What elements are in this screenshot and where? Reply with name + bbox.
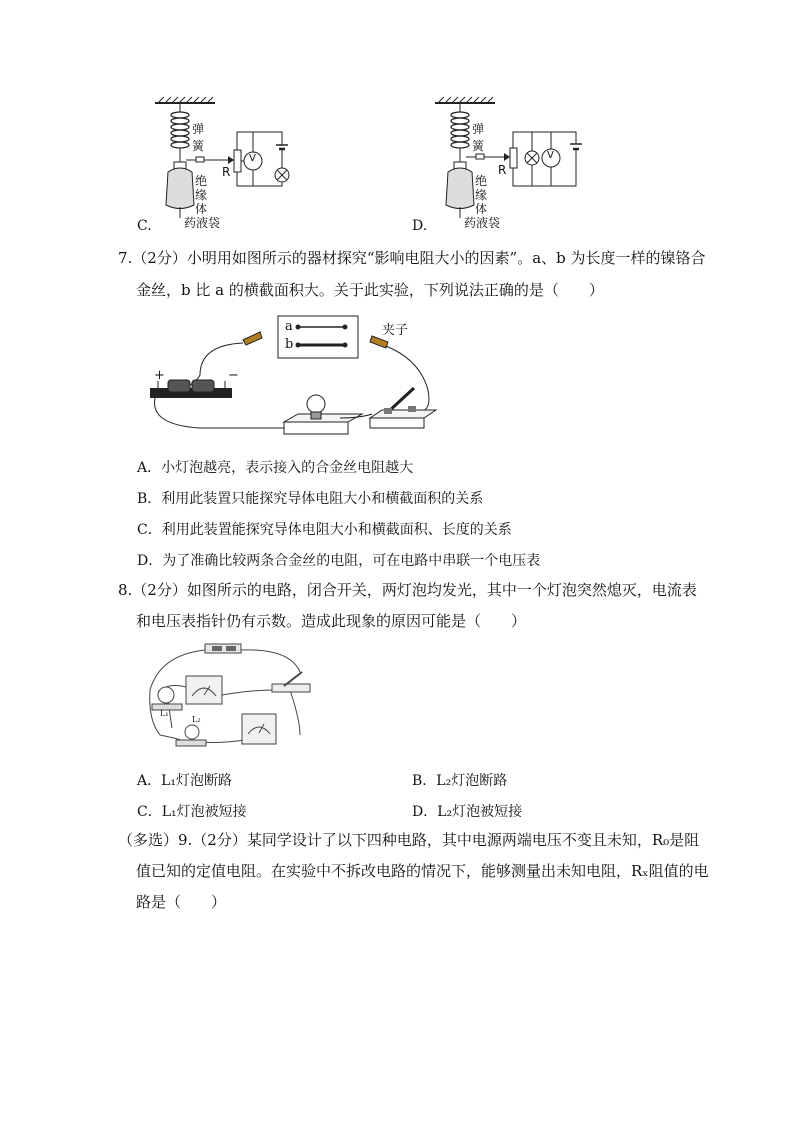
spring-label-1: 弹 xyxy=(472,122,485,136)
bulb-l2-label: L₂ xyxy=(192,715,201,724)
battery-plus-label: + xyxy=(154,368,165,383)
wire-a-label: a xyxy=(285,319,293,334)
clip-label: 夹子 xyxy=(382,323,409,338)
q9-stem-line-1: （多选）9.（2分）某同学设计了以下四种电路，其中电源两端电压不变且未知，R₀是阻 xyxy=(118,831,700,849)
insulator-label-1: 绝 xyxy=(475,174,488,188)
insulator-label-1: 绝 xyxy=(195,174,208,188)
resistor-label: R xyxy=(222,165,231,179)
q7-option-d: D．为了准确比较两条合金丝的电阻，可在电路中串联一个电压表 xyxy=(137,553,541,569)
bulb-l1-label: L₁ xyxy=(160,709,169,718)
q8-stem-line-2: 和电压表指针仍有示数。造成此现象的原因可能是（ ） xyxy=(136,612,527,630)
q9-stem-line-3: 路是（ ） xyxy=(136,893,227,911)
voltmeter-label: V xyxy=(249,153,256,164)
q8-option-d: D．L₂灯泡被短接 xyxy=(412,804,523,820)
q9-stem-line-2: 值已知的定值电阻。在实验中不拆改电路的情况下，能够测量出未知电阻，Rₓ阻值的电 xyxy=(136,862,709,880)
battery-minus-label: − xyxy=(228,368,239,383)
q7-stem-line-2: 金丝，b 比 a 的横截面积大。关于此实验，下列说法正确的是（ ） xyxy=(136,281,604,299)
insulator-label-3: 体 xyxy=(195,202,208,216)
spring-label-2: 簧 xyxy=(192,139,205,153)
voltmeter-label: V xyxy=(547,150,554,161)
wire-b-label: b xyxy=(285,337,294,352)
resistor-label: R xyxy=(498,163,507,177)
insulator-label-3: 体 xyxy=(475,202,488,216)
q8-option-c: C．L₁灯泡被短接 xyxy=(137,804,247,820)
spring-label-1: 弹 xyxy=(192,122,205,136)
bag-label: 药液袋 xyxy=(464,216,501,230)
insulator-label-2: 缘 xyxy=(475,188,488,202)
q7-stem-line-1: 7.（2分）小明用如图所示的器材探究“影响电阻大小的因素”。a、b 为长度一样的镍铬合 xyxy=(118,249,706,267)
insulator-label-2: 缘 xyxy=(195,188,208,202)
q8-option-a: A．L₁灯泡断路 xyxy=(137,773,233,789)
q7-option-b: B．利用此装置只能探究导体电阻大小和横截面积的关系 xyxy=(137,491,484,507)
q7-option-a: A．小灯泡越亮，表示接入的合金丝电阻越大 xyxy=(137,460,414,476)
spring-label-2: 簧 xyxy=(472,139,485,153)
q6-option-d: D. xyxy=(412,218,428,234)
q6-option-c: C. xyxy=(137,218,152,234)
q8-stem-line-1: 8.（2分）如图所示的电路，闭合开关，两灯泡均发光，其中一个灯泡突然熄灭，电流表 xyxy=(118,581,697,599)
q8-option-b: B．L₂灯泡断路 xyxy=(412,773,508,789)
q7-option-c: C．利用此装置能探究导体电阻大小和横截面积、长度的关系 xyxy=(137,522,512,538)
bag-label: 药液袋 xyxy=(184,216,221,230)
